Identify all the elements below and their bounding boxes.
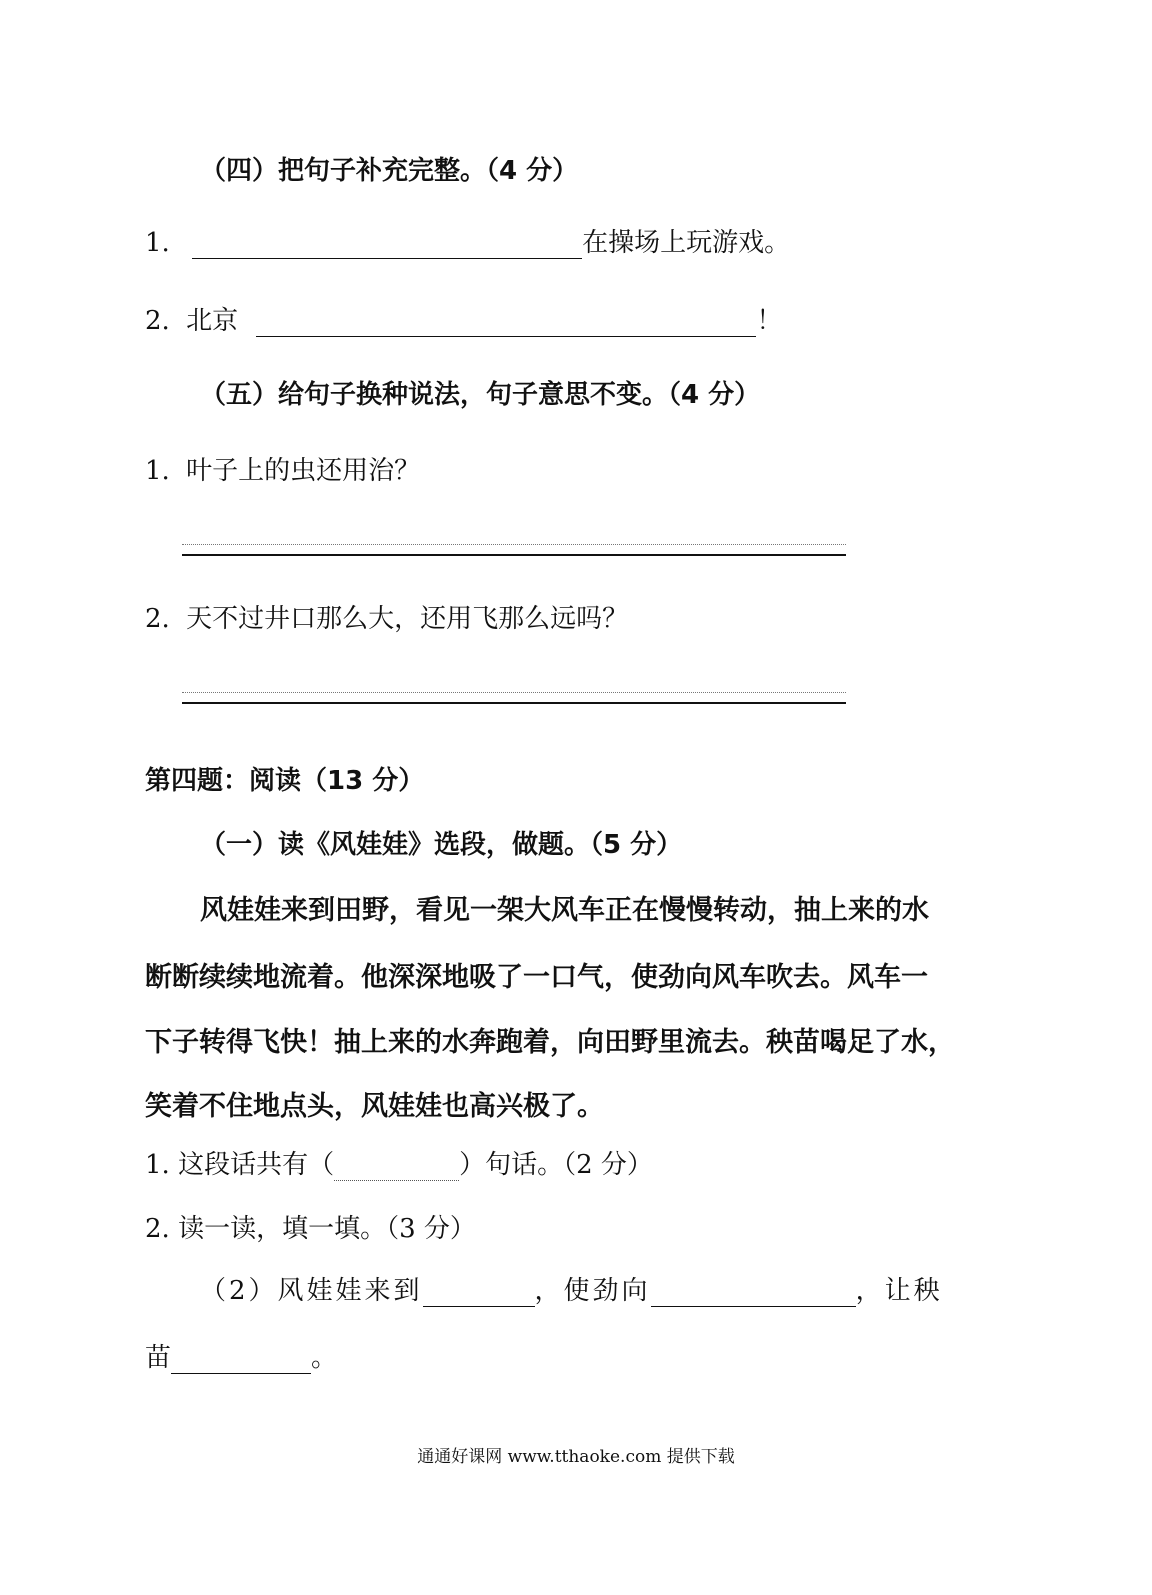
question-number: 1. [145,228,170,258]
answer-blank[interactable] [334,1150,459,1181]
fill-line-1 [200,1270,943,1307]
question-suffix: ）句话。（2 分） [459,1150,653,1180]
fill-line-2 [145,1337,337,1374]
fill-text-b: ，使劲向 [534,1276,651,1306]
question-number: 2. [145,306,170,336]
question-number: 1. [145,456,170,486]
answer-blank[interactable] [423,1276,535,1307]
reading-subheading: （一）读《风娃娃》选段，做题。（5 分） [200,830,683,860]
question-prefix: 1. 这段话共有（ [145,1150,335,1180]
passage-line-2: 断断续续地流着。他深深地吸了一口气，使劲向风车吹去。风车一 [145,962,928,993]
question-text: 叶子上的虫还用治？ [186,456,421,486]
question-4-1 [145,222,790,259]
sentence-suffix: ！ [756,306,783,336]
sentence-prefix: 北京 [186,306,239,336]
answer-blank[interactable] [192,228,582,259]
question-5-1 [145,450,420,487]
passage-line-4: 笑着不住地点头，风娃娃也高兴极了。 [145,1091,604,1122]
fill-text-d: 苗 [145,1343,172,1373]
sentence-suffix: 在操场上玩游戏。 [582,228,791,258]
fill-text-c: ，让秧 [855,1276,943,1306]
answer-line-5-2[interactable] [182,692,846,704]
section-4-heading: （四）把句子补充完整。（4 分） [200,156,579,186]
answer-blank[interactable] [651,1276,856,1307]
passage-line-3: 下子转得飞快！抽上来的水奔跑着，向田野里流去。秧苗喝足了水， [145,1027,955,1058]
answer-blank[interactable] [256,306,756,337]
answer-line-5-1[interactable] [182,544,846,556]
fill-text-a: （2）风娃娃来到 [200,1276,423,1306]
page-footer: 通通好课网 www.tthaoke.com 提供下载 [417,1447,735,1467]
passage-line-1: 风娃娃来到田野，看见一架大风车正在慢慢转动，抽上来的水 [200,895,929,926]
section-5-heading: （五）给句子换种说法，句子意思不变。（4 分） [200,380,761,410]
fill-text-e: 。 [311,1343,338,1373]
question-text: 天不过井口那么大，还用飞那么远吗？ [186,604,629,634]
reading-question-1 [145,1144,653,1181]
part-4-title: 第四题：阅读（13 分） [145,766,425,796]
question-4-2 [145,300,782,337]
question-number: 2. [145,604,170,634]
question-5-2 [145,598,628,635]
reading-question-2: 2. 读一读，填一填。（3 分） [145,1214,476,1244]
answer-blank[interactable] [171,1343,311,1374]
